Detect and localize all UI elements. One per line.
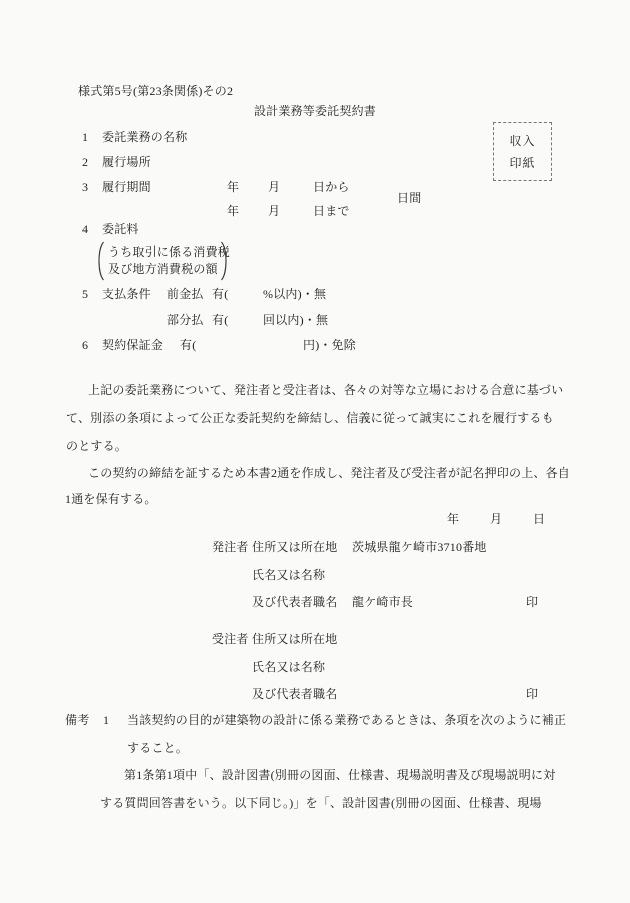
item3-month-to: 月: [268, 204, 281, 218]
item4-tax-note-line1: うち取引に係る消費税: [108, 245, 231, 259]
remarks-number: 1: [103, 713, 110, 727]
clause-paragraph1-line2: て、別添の条項によって公正な委託契約を締結し、信義に従って誠実にこれを履行するも: [66, 411, 554, 425]
revenue-stamp-box: [493, 122, 552, 181]
item4-number: 4: [82, 222, 89, 236]
clause-paragraph2-line1: この契約の締結を証するため本書2通を作成し、発注者及び受注者が記名押印の上、各自: [88, 466, 571, 480]
item1-number: 1: [82, 130, 89, 144]
item5-advance-open: 有(: [212, 287, 229, 301]
revenue-stamp-text-1: 収入: [509, 133, 536, 148]
orderer-seal-mark: 印: [526, 595, 539, 609]
item6-close: 円)・免除: [303, 338, 356, 352]
item5-partial-close: 回以内)・無: [263, 313, 329, 327]
item4-label: 委託料: [102, 222, 139, 236]
remarks-line2: すること。: [127, 741, 189, 755]
orderer-role: 発注者: [212, 540, 249, 554]
date-month: 月: [490, 512, 503, 526]
item3-number: 3: [82, 180, 89, 194]
item6-number: 6: [82, 338, 89, 352]
form-number: 様式第5号(第23条関係)その2: [78, 84, 234, 98]
contractor-role: 受注者: [212, 632, 249, 646]
orderer-address-label: 住所又は所在地: [252, 540, 338, 554]
item6-open: 有(: [180, 338, 197, 352]
item3-day-from: 日から: [313, 180, 350, 194]
clause-paragraph1-line1: 上記の委託業務について、発注者と受注者は、各々の対等な立場における合意に基づい: [88, 383, 564, 397]
item5-advance-close: %以内)・無: [263, 287, 327, 301]
orderer-name-label: 氏名又は名称: [252, 568, 326, 582]
tax-note-right-paren-icon: [220, 241, 230, 286]
remarks-line3: 第1条第1項中「、設計図書(別冊の図面、仕様書、現場説明書及び現場説明に対: [124, 768, 556, 782]
item3-label: 履行期間: [102, 180, 151, 194]
item3-year-to: 年: [227, 204, 240, 218]
remarks-line4: する質問回答書をいう。以下同じ。)」を「、設計図書(別冊の図面、仕様書、現場: [100, 796, 542, 810]
contractor-name-label: 氏名又は名称: [252, 660, 326, 674]
item5-advance-label: 前金払: [167, 287, 204, 301]
item3-month-from: 月: [268, 180, 281, 194]
item5-partial-label: 部分払: [167, 313, 204, 327]
item3-duration: 日間: [397, 191, 422, 205]
page-title: 設計業務等委託契約書: [253, 104, 376, 118]
orderer-address-value: 茨城県龍ケ崎市3710番地: [352, 540, 487, 554]
contractor-seal-mark: 印: [526, 687, 539, 701]
remarks-line1: 当該契約の目的が建築物の設計に係る業務であるときは、条項を次のように補正: [127, 713, 567, 727]
item6-label: 契約保証金: [102, 338, 164, 352]
orderer-representative-value: 龍ケ崎市長: [352, 595, 414, 609]
tax-note-left-paren-icon: [95, 241, 105, 286]
item5-number: 5: [82, 287, 89, 301]
revenue-stamp-text-2: 印紙: [509, 155, 536, 170]
item3-year-from: 年: [227, 180, 240, 194]
contractor-representative-label: 及び代表者職名: [252, 687, 338, 701]
clause-paragraph1-line3: のとする。: [66, 439, 128, 453]
date-year: 年: [447, 512, 460, 526]
item3-day-to: 日まで: [313, 204, 350, 218]
item2-label: 履行場所: [102, 155, 151, 169]
remarks-label: 備考: [65, 713, 90, 727]
contractor-address-label: 住所又は所在地: [252, 632, 338, 646]
date-day: 日: [533, 512, 546, 526]
item5-label: 支払条件: [102, 287, 151, 301]
item2-number: 2: [82, 155, 89, 169]
clause-paragraph2-line2: 1通を保有する。: [65, 492, 157, 506]
orderer-representative-label: 及び代表者職名: [252, 595, 338, 609]
item5-partial-open: 有(: [212, 313, 229, 327]
item1-label: 委託業務の名称: [102, 130, 188, 144]
item4-tax-note-line2: 及び地方消費税の額: [108, 262, 218, 276]
